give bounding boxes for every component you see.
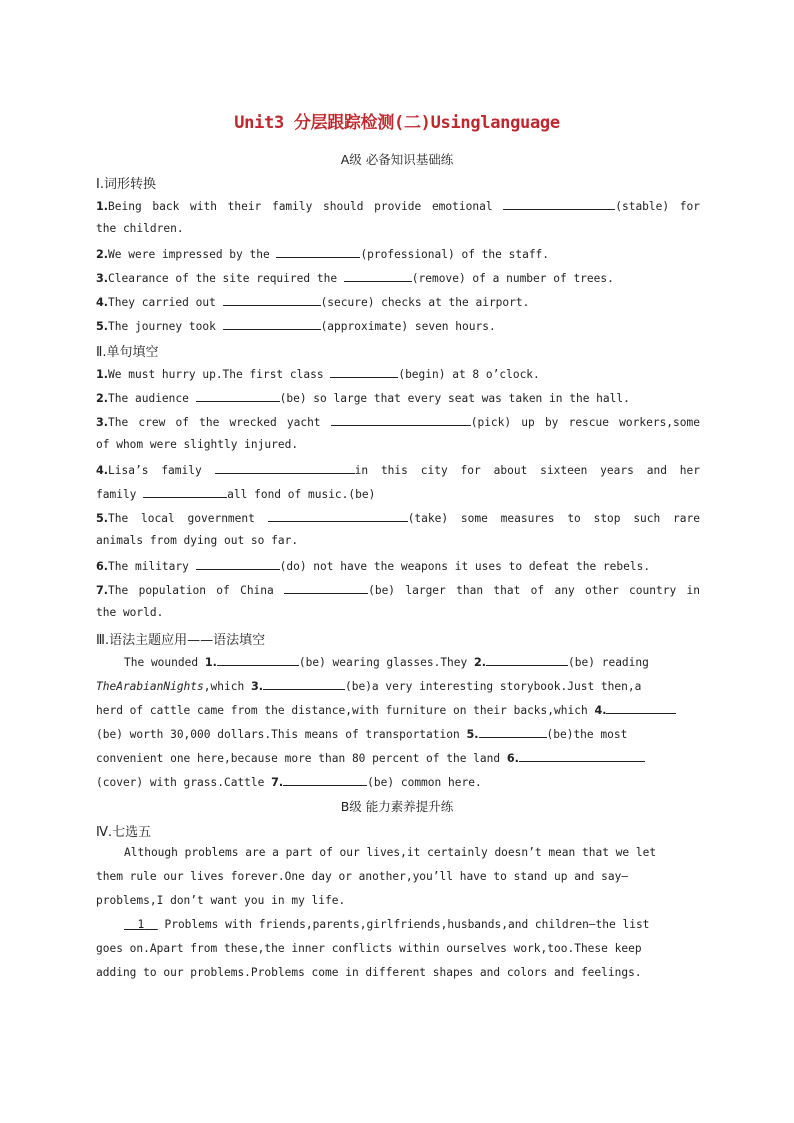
s2-q6: 6.The military (do) not have the weapons it uses to defeat the rebels. [96,557,700,575]
s3-line5: convenient one here,because more than 80 percent of the land 6. [96,749,700,767]
s4-p2-line1: 1 Problems with friends,parents,girlfriends,husbands,and children—the list [124,917,684,933]
answer-blank[interactable] [196,557,280,570]
s4-p1-line3: problems,I don’t want you in my life. [96,894,346,907]
answer-blank[interactable] [284,581,368,594]
s2-q4-line2: family all fond of music.(be) [96,485,700,503]
s3-line2: TheArabianNights,which 3. (be)a very interesting storybook.Just then,a [96,677,700,695]
s1-q1-line1: 1.Being back with their family should provide emotional (stable) for [96,197,700,215]
s2-q2: 2.The audience (be) so large that every seat was taken in the hall. [96,389,700,407]
answer-blank[interactable] [223,317,321,330]
answer-blank[interactable] [606,701,676,714]
answer-blank[interactable] [196,389,280,402]
s3-line3: herd of cattle came from the distance,with furniture on their backs,which 4. [96,701,700,719]
section-3-heading: Ⅲ.语法主题应用——语法填空 [96,633,266,648]
s2-q3-line1: 3.The crew of the wrecked yacht (pick) up by rescue workers,some [96,413,700,431]
s4-p2-line3: adding to our problems.Problems come in different shapes and colors and feelings. [96,966,642,979]
answer-blank[interactable] [344,269,412,282]
s1-q2: 2.We were impressed by the (professional) of the staff. [96,245,700,263]
s3-line1: The wounded 1. (be) wearing glasses.They 2. (be) reading [124,653,670,671]
answer-blank[interactable] [223,293,321,306]
answer-blank[interactable] [479,725,547,738]
s3-line4: (be) worth 30,000 dollars.This means of transportation 5. (be)the most [96,725,700,743]
s4-p1-line1: Although problems are a part of our lives,it certainly doesn’t mean that we let [124,846,657,859]
s2-q7-line1: 7.The population of China (be) larger than that of any other country in [96,581,700,599]
section-1-heading: Ⅰ.词形转换 [96,177,156,192]
answer-blank[interactable] [331,413,471,426]
page-title: Unit3 分层跟踪检测(二)Usinglanguage [234,113,560,133]
section-2-heading: Ⅱ.单句填空 [96,345,159,360]
s3-line6: (cover) with grass.Cattle 7. (be) common here. [96,773,700,791]
answer-blank[interactable] [268,509,408,522]
s1-q1-number: 1. [96,200,109,213]
s1-q4: 4.They carried out (secure) checks at the airport. [96,293,700,311]
s4-p1-line2: them rule our lives forever.One day or another,you’ll have to stand up and say— [96,870,629,883]
answer-blank-1[interactable]: 1 [137,918,145,931]
s2-q5-line1: 5.The local government (take) some measures to stop such rare [96,509,700,527]
answer-blank[interactable] [217,653,299,666]
answer-blank[interactable] [143,485,227,498]
s1-q3: 3.Clearance of the site required the (remove) of a number of trees. [96,269,700,287]
s2-q7-line2: the world. [96,606,164,619]
answer-blank[interactable] [330,365,398,378]
book-title: TheArabianNights [96,680,204,693]
s2-q5-line2: animals from dying out so far. [96,534,299,547]
s1-q5: 5.The journey took (approximate) seven hours. [96,317,700,335]
answer-blank[interactable] [486,653,568,666]
answer-blank[interactable] [519,749,645,762]
section-4-heading: Ⅳ.七选五 [96,825,152,840]
s2-q1: 1.We must hurry up.The first class (begin) at 8 o’clock. [96,365,700,383]
level-b-heading: B级 能力素养提升练 [340,799,454,814]
level-a-heading: A级 必备知识基础练 [340,152,454,167]
answer-blank[interactable] [215,461,355,474]
s2-q4-line1: 4.Lisa’s family in this city for about sixteen years and her [96,461,700,479]
s1-q1-line2: the children. [96,222,184,235]
answer-blank[interactable] [263,677,345,690]
s2-q3-line2: of whom were slightly injured. [96,438,299,451]
answer-blank[interactable] [503,197,615,210]
answer-blank[interactable] [283,773,367,786]
answer-blank[interactable] [276,245,360,258]
s4-p2-line2: goes on.Apart from these,the inner conflicts within ourselves work,too.These keep [96,942,642,955]
